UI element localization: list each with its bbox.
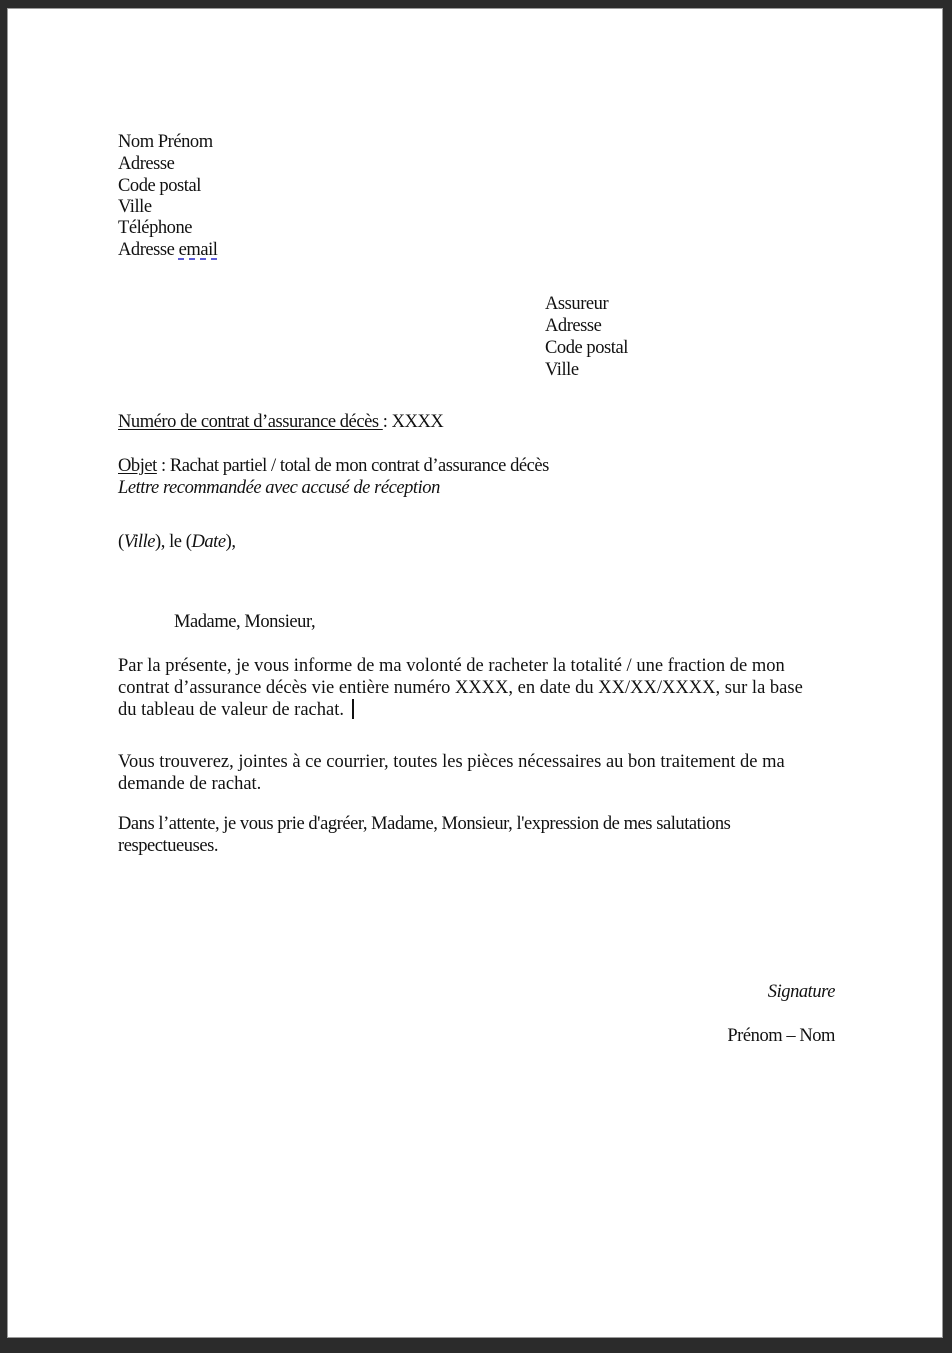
recipient-address: Adresse (545, 316, 602, 336)
text-cursor (352, 699, 354, 719)
body-paragraph-2[interactable] (118, 751, 785, 795)
sender-address: Adresse (118, 154, 175, 174)
body-p1-line-2: contrat d’assurance décès vie entière numéro XXXX, en date du XX/XX/XXXX, sur la base (118, 678, 803, 698)
place-date-date: Date (191, 532, 226, 552)
subject-line (118, 455, 549, 477)
recipient-city: Ville (545, 360, 579, 380)
document-page (7, 8, 943, 1338)
sender-city: Ville (118, 197, 152, 217)
contract-number-line (118, 411, 443, 433)
body-p1-line-1: Par la présente, je vous informe de ma volonté de racheter la totalité / une fraction de mon (118, 656, 785, 676)
signature-label: Signature (767, 982, 835, 1002)
sender-email-prefix: Adresse (118, 240, 179, 260)
body-p1-line-3-wrap (118, 699, 803, 721)
body-paragraph-1[interactable] (118, 655, 803, 721)
body-p2-line-2: demande de rachat. (118, 774, 262, 794)
subject-text: : Rachat partiel / total de mon contrat d’assurance décès (156, 456, 549, 476)
recipient-name: Assureur (545, 294, 609, 314)
place-date-close: ), (225, 532, 236, 552)
salutation: Madame, Monsieur, (174, 612, 316, 632)
body-p2-line-1: Vous trouverez, jointes à ce courrier, toutes les pièces nécessaires au bon traitement de ma (118, 752, 785, 772)
body-paragraph-3[interactable] (118, 813, 730, 857)
sender-name: Nom Prénom (118, 132, 213, 152)
sender-email (118, 239, 217, 261)
subject-label: Objet (118, 456, 157, 476)
closing-name: Prénom – Nom (727, 1026, 835, 1046)
body-p1-line-3: du tableau de valeur de rachat. (118, 700, 344, 720)
place-date-paren-open: ( (118, 532, 124, 552)
spellcheck-word-email: email (178, 240, 218, 260)
contract-number-separator: : (382, 412, 392, 432)
sender-phone: Téléphone (118, 218, 193, 238)
body-p3-line-1: Dans l’attente, je vous prie d'agréer, Madame, Monsieur, l'expression de mes salutations (118, 814, 731, 834)
contract-number-value: XXXX (391, 412, 444, 432)
sender-postal-code: Code postal (118, 176, 201, 196)
delivery-mode: Lettre recommandée avec accusé de réception (118, 478, 440, 498)
contract-number-label: Numéro de contrat d’assurance décès (118, 412, 383, 432)
place-date (118, 531, 236, 553)
body-p3-line-2: respectueuses. (118, 836, 219, 856)
place-date-mid: ), le ( (155, 532, 192, 552)
recipient-postal-code: Code postal (545, 338, 628, 358)
place-date-city: Ville (123, 532, 156, 552)
